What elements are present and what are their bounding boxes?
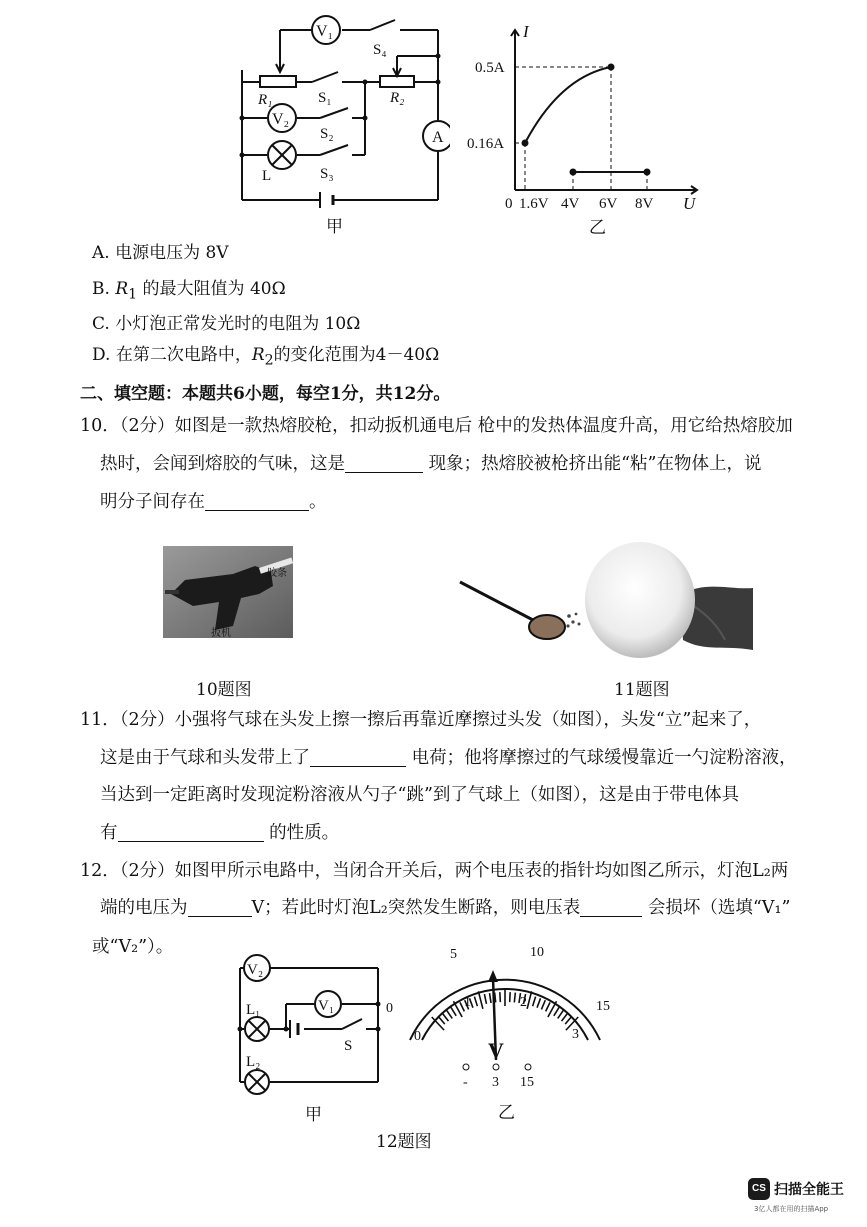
meter-tick xyxy=(554,1007,559,1016)
v2-symbol: V₂ xyxy=(272,111,290,128)
q10-line2: 热时，会闻到熔胶的气味，这是 现象；热熔胶被枪挤出能“粘”在物体上，说 xyxy=(100,454,762,474)
q10-blank-1[interactable] xyxy=(345,454,423,473)
lamp-label: L xyxy=(262,168,272,184)
q11-line3: 当达到一定距离时发现淀粉溶液从勺子“跳”到了气球上（如图），这是由于带电体具 xyxy=(100,785,740,805)
option-b: B. $R_1$ 的最大阻值为 40Ω xyxy=(92,279,286,303)
q12-l1-label: L₁ xyxy=(246,1002,261,1018)
meter-tick xyxy=(541,1000,545,1009)
meter-tick xyxy=(558,1010,564,1018)
figure-label-yi: 乙 xyxy=(589,218,606,237)
x-tick-4v: 4V xyxy=(561,196,580,212)
y-tick-0.16a: 0.16A xyxy=(467,136,505,152)
terminal-15: 15 xyxy=(520,1075,534,1090)
outer-tick-0: 0 xyxy=(386,1001,393,1016)
option-c: C. 小灯泡正常发光时的电阻为 10Ω xyxy=(92,314,361,334)
q10-line3: 明分子间存在 。 xyxy=(100,492,327,512)
meter-tick xyxy=(500,992,501,1002)
meter-tick xyxy=(474,997,477,1007)
option-a: A. 电源电压为 8V xyxy=(92,243,229,263)
x-tick-0: 0 xyxy=(505,196,513,212)
q10-blank-2[interactable] xyxy=(205,492,309,511)
x-tick-8v: 8V xyxy=(635,196,654,212)
q12-switch-label: S xyxy=(344,1038,353,1054)
q12-v1-symbol: V₁ xyxy=(318,998,335,1014)
q11-line4: 有 的性质。 xyxy=(100,823,340,843)
meter-tick xyxy=(546,1002,550,1011)
glue-gun-photo xyxy=(163,546,293,638)
q12-l2-label: L₂ xyxy=(246,1054,261,1070)
s2-label: S₂ xyxy=(320,126,334,142)
s4-label: S₄ xyxy=(373,42,387,58)
terminal-3: 3 xyxy=(492,1075,499,1090)
meter-unit: V xyxy=(488,1038,504,1063)
meter-tick xyxy=(484,994,486,1004)
watermark-sub: 3亿人都在用的扫描App xyxy=(754,1205,829,1213)
q12-v2-symbol: V₂ xyxy=(247,962,264,978)
watermark-brand: 扫描全能王 xyxy=(774,1182,844,1198)
q12-voltmeter-dial xyxy=(380,940,620,1125)
meter-tick xyxy=(478,991,482,1008)
cs-badge-icon: CS xyxy=(748,1178,770,1200)
outer-tick-15: 15 xyxy=(596,999,610,1014)
r2-label: R₂ xyxy=(390,90,405,106)
r1-label: R₁ xyxy=(258,92,273,108)
q11-blank-1[interactable] xyxy=(310,748,406,767)
terminal-minus: - xyxy=(463,1075,468,1090)
q11-line1: 11．（2分）小强将气球在头发上擦一擦后再靠近摩擦过头发（如图），头发“立”起来了， xyxy=(80,710,762,730)
balloon-spoon-photo xyxy=(455,540,755,670)
s3-label: S₃ xyxy=(320,166,334,182)
option-d: D. 在第二次电路中，$R_2$的变化范围为4－40Ω xyxy=(92,345,440,369)
q10-line1: 10．（2分）如图是一款热熔胶枪，扣动扳机通电后 枪中的发热体温度升高，用它给热熔胶加 xyxy=(80,416,793,436)
q11-figure-caption: 11题图 xyxy=(614,680,670,700)
section-heading: 二、填空题：本题共6小题，每空1分，共12分。 xyxy=(80,384,451,404)
q12-blank-2[interactable] xyxy=(580,898,642,917)
point-4v xyxy=(570,169,577,176)
meter-tick xyxy=(562,1013,568,1021)
q12-line3: 或“V₂”）。 xyxy=(92,937,174,957)
outer-tick-5: 5 xyxy=(450,947,457,962)
meter-tick xyxy=(447,1010,453,1018)
q12-line2: 端的电压为 V；若此时灯泡L₂突然发生断路，则电压表 会损坏（选填“V₁” xyxy=(100,898,791,918)
q12-blank-1[interactable] xyxy=(188,898,252,917)
q11-blank-2[interactable] xyxy=(118,823,264,842)
point-8v xyxy=(644,169,651,176)
x-tick-1.6v: 1.6V xyxy=(519,196,549,212)
meter-tick xyxy=(527,991,531,1008)
inner-tick-1: 1 xyxy=(464,995,471,1010)
q10-figure-caption: 10题图 xyxy=(196,680,252,700)
meter-tick xyxy=(565,1016,571,1024)
figure-label-jia: 甲 xyxy=(326,217,343,235)
q12-figure-label-jia: 甲 xyxy=(305,1105,322,1124)
x-axis-label: U xyxy=(683,194,696,213)
meter-tick xyxy=(442,1013,448,1021)
inner-tick-0: 0 xyxy=(414,1029,421,1044)
q12-figure-label-yi: 乙 xyxy=(498,1103,515,1122)
circuit-diagram-jia xyxy=(230,10,450,235)
q12-line1: 12．（2分）如图甲所示电路中，当闭合开关后，两个电压表的指针均如图乙所示，灯泡L₂两 xyxy=(80,861,789,881)
y-axis-label: I xyxy=(523,22,529,41)
meter-tick xyxy=(537,998,540,1007)
x-tick-6v: 6V xyxy=(599,196,618,212)
q12-circuit-jia xyxy=(220,950,390,1130)
s1-label: S₁ xyxy=(318,90,332,106)
meter-tick xyxy=(510,992,511,1002)
camscanner-watermark xyxy=(748,1178,858,1218)
y-tick-0.5a: 0.5A xyxy=(475,60,505,76)
lamp-iu-curve xyxy=(525,67,611,143)
q12-figure-caption: 12题图 xyxy=(376,1132,432,1152)
glue-stick-label: 胶条 xyxy=(267,568,287,579)
meter-tick xyxy=(451,1007,456,1016)
ammeter-symbol: A xyxy=(432,129,444,146)
meter-tick xyxy=(533,997,536,1007)
v1-symbol: V₁ xyxy=(316,23,334,40)
outer-tick-10: 10 xyxy=(530,945,544,960)
inner-tick-2: 2 xyxy=(520,995,527,1010)
point-6v xyxy=(608,64,615,71)
trigger-label: 扳机 xyxy=(211,628,231,638)
meter-tick xyxy=(490,993,492,1003)
meter-tick xyxy=(514,993,515,1003)
meter-tick xyxy=(438,1016,444,1024)
q11-line2: 这是由于气球和头发带上了 电荷；他将摩擦过的气球缓慢靠近一勺淀粉溶液， xyxy=(100,748,797,768)
iu-graph-yi xyxy=(465,15,705,240)
inner-tick-3: 3 xyxy=(572,1027,579,1042)
point-1.6v xyxy=(522,140,529,147)
